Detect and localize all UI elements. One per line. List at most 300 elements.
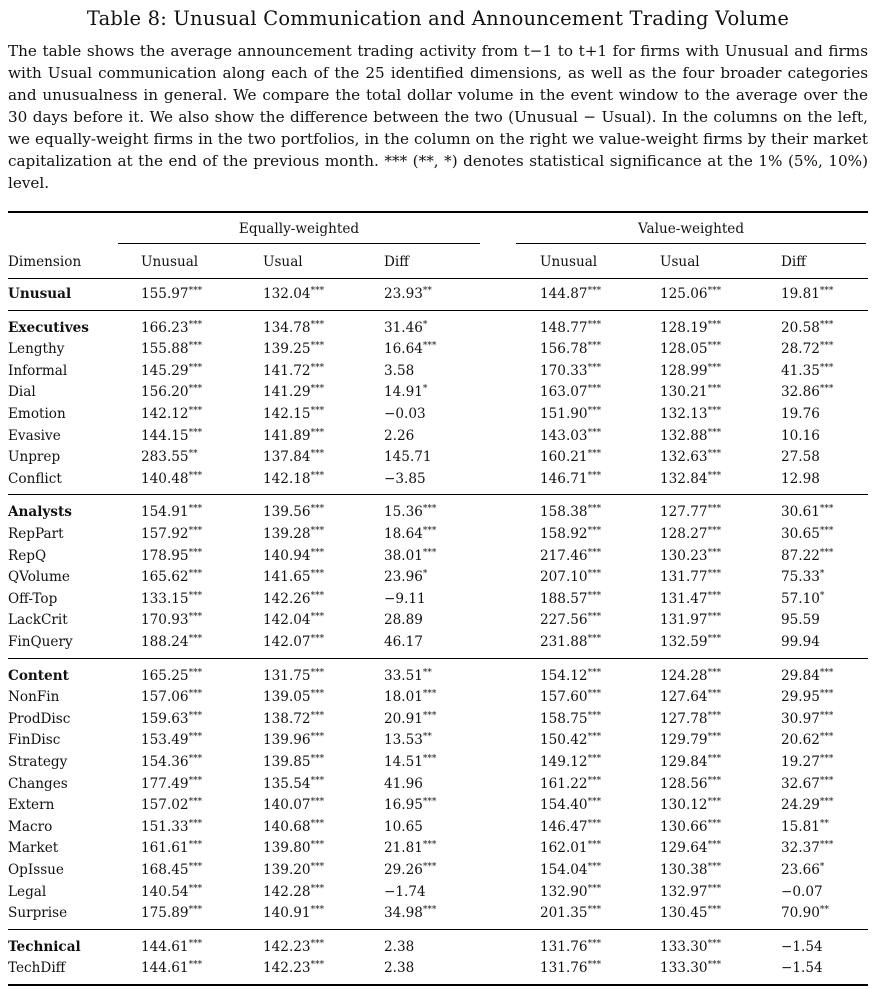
column-header-unusual-vw: Unusual: [540, 254, 598, 270]
table-cell: 141.29***: [263, 384, 325, 401]
table-cell: 32.37***: [781, 840, 834, 857]
table-cell: 139.56***: [263, 504, 325, 521]
significance-stars: ***: [587, 862, 602, 872]
table-cell: 140.91***: [263, 905, 325, 922]
significance-stars: ***: [310, 612, 325, 623]
table-cell: 38.01***: [384, 547, 437, 564]
significance-stars: ***: [587, 840, 602, 851]
significance-stars: ***: [310, 775, 325, 786]
table-cell: 163.07***: [540, 384, 602, 401]
table-cell: 19.27***: [781, 754, 834, 770]
table-cell: 128.56***: [660, 775, 722, 792]
significance-stars: ***: [188, 612, 203, 623]
significance-stars: ***: [587, 449, 602, 460]
significance-stars: ***: [819, 797, 834, 808]
table-cell: 151.33***: [141, 818, 203, 835]
table-cell: 142.12***: [141, 406, 203, 422]
table-cell: 133.30***: [660, 938, 722, 955]
significance-stars: ***: [819, 526, 834, 536]
significance-stars: *: [422, 384, 428, 395]
table-cell: 75.33*: [781, 569, 825, 586]
table-cell: 27.58: [781, 449, 820, 466]
table-cell: 133.30***: [660, 960, 722, 977]
significance-stars: ***: [707, 775, 722, 786]
row-label-finquery: FinQuery: [8, 634, 73, 650]
significance-stars: ***: [188, 569, 203, 580]
row-label-findisc: FinDisc: [8, 732, 61, 749]
table-cell: 227.56***: [540, 612, 602, 629]
significance-stars: ***: [707, 797, 722, 808]
significance-stars: ***: [310, 905, 325, 916]
table-cell: 154.40***: [540, 797, 602, 814]
significance-stars: ***: [819, 840, 834, 851]
table-cell: −1.74: [384, 883, 426, 900]
significance-stars: ***: [819, 667, 834, 678]
significance-stars: ***: [188, 634, 203, 644]
row-label-opissue: OpIssue: [8, 862, 64, 878]
table-cell: 231.88***: [540, 634, 602, 650]
table-cell: 14.51***: [384, 754, 437, 770]
table-cell: 21.81***: [384, 840, 437, 857]
significance-stars: ***: [707, 319, 722, 330]
table-cell: 138.72***: [263, 710, 325, 727]
table-cell: 140.07***: [263, 797, 325, 814]
row-label-conflict: Conflict: [8, 470, 62, 487]
significance-stars: ***: [188, 319, 203, 330]
table-cell: 162.01***: [540, 840, 602, 857]
row-label-dial: Dial: [8, 384, 36, 401]
table-cell: 15.81**: [781, 818, 829, 835]
significance-stars: ***: [707, 362, 722, 373]
significance-stars: ***: [707, 547, 722, 558]
table-cell: 140.48***: [141, 470, 203, 487]
significance-stars: ***: [310, 590, 325, 601]
table-cell: −1.54: [781, 938, 823, 955]
significance-stars: ***: [310, 818, 325, 829]
table-cell: 12.98: [781, 470, 820, 487]
significance-stars: ***: [188, 862, 203, 872]
table-cell: 178.95***: [141, 547, 203, 564]
table-cell: 10.16: [781, 427, 820, 444]
table-cell: 20.91***: [384, 710, 437, 727]
table-cell: 16.95***: [384, 797, 437, 814]
table-cell: 154.91***: [141, 504, 203, 521]
significance-stars: ***: [707, 754, 722, 764]
table-cell: 148.77***: [540, 319, 602, 336]
significance-stars: ***: [310, 504, 325, 515]
table-cell: 131.75***: [263, 667, 325, 684]
significance-stars: ***: [587, 667, 602, 678]
table-cell: 143.03***: [540, 427, 602, 444]
row-label-lengthy: Lengthy: [8, 341, 65, 358]
table-cell: 188.24***: [141, 634, 203, 650]
significance-stars: ***: [819, 732, 834, 743]
row-label-unusual: Unusual: [8, 286, 72, 302]
table-cell: 46.17: [384, 634, 423, 650]
table-cell: 161.22***: [540, 775, 602, 792]
significance-stars: ***: [422, 840, 437, 851]
table-cell: 29.26***: [384, 862, 437, 878]
table-cell: 132.84***: [660, 470, 722, 487]
table-cell: 130.38***: [660, 862, 722, 878]
table-cell: 139.25***: [263, 341, 325, 358]
significance-stars: **: [422, 286, 432, 296]
significance-stars: *: [819, 862, 825, 872]
row-label-lackcrit: LackCrit: [8, 612, 68, 629]
table-cell: 157.60***: [540, 689, 602, 706]
table-caption-title: Table 8: Unusual Communication and Announcement Trading Volume: [86, 7, 790, 30]
table-cell: 132.97***: [660, 883, 722, 900]
table-cell: 18.64***: [384, 526, 437, 542]
table-cell: 217.46***: [540, 547, 602, 564]
table-cell: 28.72***: [781, 341, 834, 358]
significance-stars: ***: [587, 470, 602, 481]
significance-stars: ***: [587, 612, 602, 623]
table-cell: 139.85***: [263, 754, 325, 770]
table-cell: 30.97***: [781, 710, 834, 727]
significance-stars: ***: [587, 883, 602, 894]
table-cell: 19.81***: [781, 286, 834, 302]
row-label-market: Market: [8, 840, 59, 857]
table-cell: 128.19***: [660, 319, 722, 336]
significance-stars: ***: [707, 449, 722, 460]
significance-stars: ***: [819, 710, 834, 721]
table-cell: 146.71***: [540, 470, 602, 487]
significance-stars: ***: [819, 754, 834, 764]
table-cell: 168.45***: [141, 862, 203, 878]
table-cell: 16.64***: [384, 341, 437, 358]
row-label-extern: Extern: [8, 797, 55, 814]
significance-stars: ***: [587, 362, 602, 373]
table-cell: 139.80***: [263, 840, 325, 857]
significance-stars: ***: [707, 590, 722, 601]
significance-stars: ***: [310, 341, 325, 352]
column-header-diff-ew: Diff: [384, 254, 409, 270]
table-cell: −3.85: [384, 470, 426, 487]
significance-stars: ***: [707, 938, 722, 949]
significance-stars: ***: [188, 590, 203, 601]
significance-stars: ***: [707, 384, 722, 395]
significance-stars: *: [422, 569, 428, 580]
table-cell: 10.65: [384, 818, 423, 835]
table-cell: 2.38: [384, 960, 415, 977]
table-caption-text: [8, 40, 868, 194]
table-cell: 139.20***: [263, 862, 325, 878]
table-cell: 130.66***: [660, 818, 722, 835]
significance-stars: ***: [188, 883, 203, 894]
significance-stars: ***: [707, 818, 722, 829]
table-cell: 18.01***: [384, 689, 437, 706]
significance-stars: ***: [188, 732, 203, 743]
significance-stars: ***: [188, 547, 203, 558]
significance-stars: ***: [707, 526, 722, 536]
table-cell: 128.99***: [660, 362, 722, 379]
table-cell: 32.86***: [781, 384, 834, 401]
table-cell: 99.94: [781, 634, 820, 650]
table-cell: 141.65***: [263, 569, 325, 586]
table-cell: 142.23***: [263, 938, 325, 955]
table-cell: 30.65***: [781, 526, 834, 542]
significance-stars: ***: [587, 384, 602, 395]
table-cell: 132.13***: [660, 406, 722, 422]
significance-stars: ***: [707, 883, 722, 894]
significance-stars: ***: [310, 960, 325, 971]
table-cell: 87.22***: [781, 547, 834, 564]
group-underline-value-weighted: [516, 243, 866, 244]
significance-stars: ***: [707, 710, 722, 721]
significance-stars: ***: [188, 710, 203, 721]
table-cell: 207.10***: [540, 569, 602, 586]
significance-stars: ***: [587, 905, 602, 916]
significance-stars: ***: [188, 384, 203, 395]
table-cell: 149.12***: [540, 754, 602, 770]
table-cell: 155.88***: [141, 341, 203, 358]
significance-stars: ***: [188, 775, 203, 786]
table-cell: 129.64***: [660, 840, 722, 857]
table-cell: 283.55**: [141, 449, 198, 466]
table-cell: 33.51**: [384, 667, 432, 684]
significance-stars: ***: [587, 504, 602, 515]
significance-stars: ***: [188, 427, 203, 438]
significance-stars: ***: [819, 341, 834, 352]
table-cell: 157.06***: [141, 689, 203, 706]
row-label-informal: Informal: [8, 362, 68, 379]
significance-stars: ***: [310, 862, 325, 872]
significance-stars: **: [422, 732, 432, 743]
significance-stars: ***: [587, 341, 602, 352]
significance-stars: ***: [819, 384, 834, 395]
table-cell: 134.78***: [263, 319, 325, 336]
significance-stars: ***: [587, 818, 602, 829]
significance-stars: ***: [587, 634, 602, 644]
table-cell: 131.47***: [660, 590, 722, 607]
column-header-unusual-ew: Unusual: [141, 254, 199, 270]
significance-stars: ***: [188, 504, 203, 515]
significance-stars: ***: [188, 818, 203, 829]
table-cell: 154.04***: [540, 862, 602, 878]
table-cell: 132.88***: [660, 427, 722, 444]
table-cell: 142.28***: [263, 883, 325, 900]
significance-stars: ***: [310, 667, 325, 678]
significance-stars: ***: [188, 840, 203, 851]
table-cell: 154.12***: [540, 667, 602, 684]
table-cell: 142.15***: [263, 406, 325, 422]
table-cell: 132.63***: [660, 449, 722, 466]
row-label-content: Content: [8, 667, 69, 684]
table-cell: 140.68***: [263, 818, 325, 835]
significance-stars: ***: [707, 634, 722, 644]
table-cell: 128.27***: [660, 526, 722, 542]
significance-stars: *: [422, 319, 428, 330]
significance-stars: ***: [310, 797, 325, 808]
significance-stars: ***: [707, 862, 722, 872]
table-cell: 142.26***: [263, 590, 325, 607]
group-separator-rule: [8, 494, 868, 495]
significance-stars: **: [819, 818, 829, 829]
table-cell: 131.97***: [660, 612, 722, 629]
table-cell: 150.42***: [540, 732, 602, 749]
row-label-technical: Technical: [8, 938, 81, 955]
table-cell: 23.66*: [781, 862, 825, 878]
significance-stars: ***: [310, 547, 325, 558]
significance-stars: ***: [819, 286, 834, 296]
significance-stars: ***: [310, 526, 325, 536]
table-cell: 139.28***: [263, 526, 325, 542]
table-cell: 57.10*: [781, 590, 825, 607]
significance-stars: ***: [587, 319, 602, 330]
significance-stars: ***: [819, 775, 834, 786]
table-cell: 156.20***: [141, 384, 203, 401]
significance-stars: ***: [188, 960, 203, 971]
column-header-diff-vw: Diff: [781, 254, 806, 270]
row-label-emotion: Emotion: [8, 406, 66, 422]
significance-stars: ***: [707, 569, 722, 580]
table-cell: 41.96: [384, 775, 423, 792]
table-cell: 20.58***: [781, 319, 834, 336]
significance-stars: ***: [188, 689, 203, 700]
row-label-analysts: Analysts: [8, 504, 72, 521]
significance-stars: ***: [422, 797, 437, 808]
table-cell: 139.05***: [263, 689, 325, 706]
table-cell: 127.77***: [660, 504, 722, 521]
significance-stars: ***: [587, 960, 602, 971]
table-cell: 145.71: [384, 449, 432, 466]
table-cell: 145.29***: [141, 362, 203, 379]
table-cell: 166.23***: [141, 319, 203, 336]
table-cell: 130.23***: [660, 547, 722, 564]
significance-stars: ***: [707, 960, 722, 971]
significance-stars: ***: [310, 470, 325, 481]
table-cell: 133.15***: [141, 590, 203, 607]
table-cell: 2.38: [384, 938, 415, 955]
table-cell: 125.06***: [660, 286, 722, 302]
significance-stars: ***: [587, 775, 602, 786]
significance-stars: ***: [422, 526, 437, 536]
significance-stars: ***: [188, 362, 203, 373]
table-bottom-rule: [8, 984, 868, 986]
significance-stars: ***: [188, 526, 203, 536]
significance-stars: ***: [188, 797, 203, 808]
row-label-qvolume: QVolume: [8, 569, 70, 586]
table-cell: 28.89: [384, 612, 423, 629]
significance-stars: ***: [587, 547, 602, 558]
significance-stars: **: [188, 449, 198, 460]
significance-stars: ***: [707, 840, 722, 851]
header-bottom-rule: [8, 278, 868, 279]
significance-stars: ***: [188, 406, 203, 416]
table-cell: 131.77***: [660, 569, 722, 586]
significance-stars: ***: [310, 427, 325, 438]
table-cell: 188.57***: [540, 590, 602, 607]
table-cell: 144.61***: [141, 938, 203, 955]
significance-stars: ***: [819, 689, 834, 700]
table-cell: 159.63***: [141, 710, 203, 727]
table-cell: 129.84***: [660, 754, 722, 770]
table-cell: 158.92***: [540, 526, 602, 542]
table-cell: 30.61***: [781, 504, 834, 521]
table-cell: 124.28***: [660, 667, 722, 684]
table-cell: 142.18***: [263, 470, 325, 487]
significance-stars: ***: [707, 732, 722, 743]
significance-stars: ***: [422, 504, 437, 515]
significance-stars: ***: [188, 938, 203, 949]
table-cell: 154.36***: [141, 754, 203, 770]
group-separator-rule: [8, 929, 868, 930]
table-cell: 130.45***: [660, 905, 722, 922]
row-label-executives: Executives: [8, 319, 89, 336]
significance-stars: ***: [707, 341, 722, 352]
significance-stars: ***: [310, 362, 325, 373]
row-label-unprep: Unprep: [8, 449, 61, 466]
significance-stars: ***: [188, 754, 203, 764]
table-cell: 135.54***: [263, 775, 325, 792]
table-cell: 170.93***: [141, 612, 203, 629]
group-header-value-weighted: Value-weighted: [637, 221, 745, 237]
table-cell: 146.47***: [540, 818, 602, 835]
table-cell: −1.54: [781, 960, 823, 977]
significance-stars: ***: [587, 732, 602, 743]
row-label-strategy: Strategy: [8, 754, 68, 770]
table-cell: 155.97***: [141, 286, 203, 302]
significance-stars: ***: [422, 547, 437, 558]
table-top-rule: [8, 211, 868, 213]
row-label-techdiff: TechDiff: [8, 960, 66, 977]
group-underline-equally-weighted: [118, 243, 480, 244]
significance-stars: ***: [819, 362, 834, 373]
table-cell: 132.90***: [540, 883, 602, 900]
table-cell: 177.49***: [141, 775, 203, 792]
table-cell: 31.46*: [384, 319, 428, 336]
significance-stars: ***: [188, 286, 203, 296]
table-cell: 157.92***: [141, 526, 203, 542]
table-cell: 157.02***: [141, 797, 203, 814]
significance-stars: ***: [707, 667, 722, 678]
significance-stars: ***: [587, 526, 602, 536]
table-cell: 13.53**: [384, 732, 432, 749]
row-label-off-top: Off-Top: [8, 590, 58, 607]
significance-stars: ***: [188, 905, 203, 916]
significance-stars: ***: [422, 862, 437, 872]
significance-stars: ***: [310, 840, 325, 851]
significance-stars: *: [819, 569, 825, 580]
significance-stars: ***: [422, 754, 437, 764]
table-cell: 32.67***: [781, 775, 834, 792]
significance-stars: ***: [587, 406, 602, 416]
table-cell: 41.35***: [781, 362, 834, 379]
table-cell: 158.38***: [540, 504, 602, 521]
table-cell: 144.61***: [141, 960, 203, 977]
significance-stars: ***: [310, 710, 325, 721]
significance-stars: ***: [188, 341, 203, 352]
row-label-legal: Legal: [8, 883, 47, 900]
row-label-repq: RepQ: [8, 547, 47, 564]
significance-stars: ***: [422, 710, 437, 721]
table-cell: 142.07***: [263, 634, 325, 650]
table-cell: 144.15***: [141, 427, 203, 444]
table-cell: 144.87***: [540, 286, 602, 302]
table-cell: 131.76***: [540, 938, 602, 955]
significance-stars: ***: [707, 612, 722, 623]
table-cell: 131.76***: [540, 960, 602, 977]
table-cell: 2.26: [384, 427, 415, 444]
table-cell: −0.03: [384, 406, 426, 422]
table-cell: 129.79***: [660, 732, 722, 749]
significance-stars: ***: [310, 384, 325, 395]
table-cell: 132.59***: [660, 634, 722, 650]
significance-stars: ***: [819, 319, 834, 330]
significance-stars: *: [819, 590, 825, 601]
table-cell: 140.54***: [141, 883, 203, 900]
